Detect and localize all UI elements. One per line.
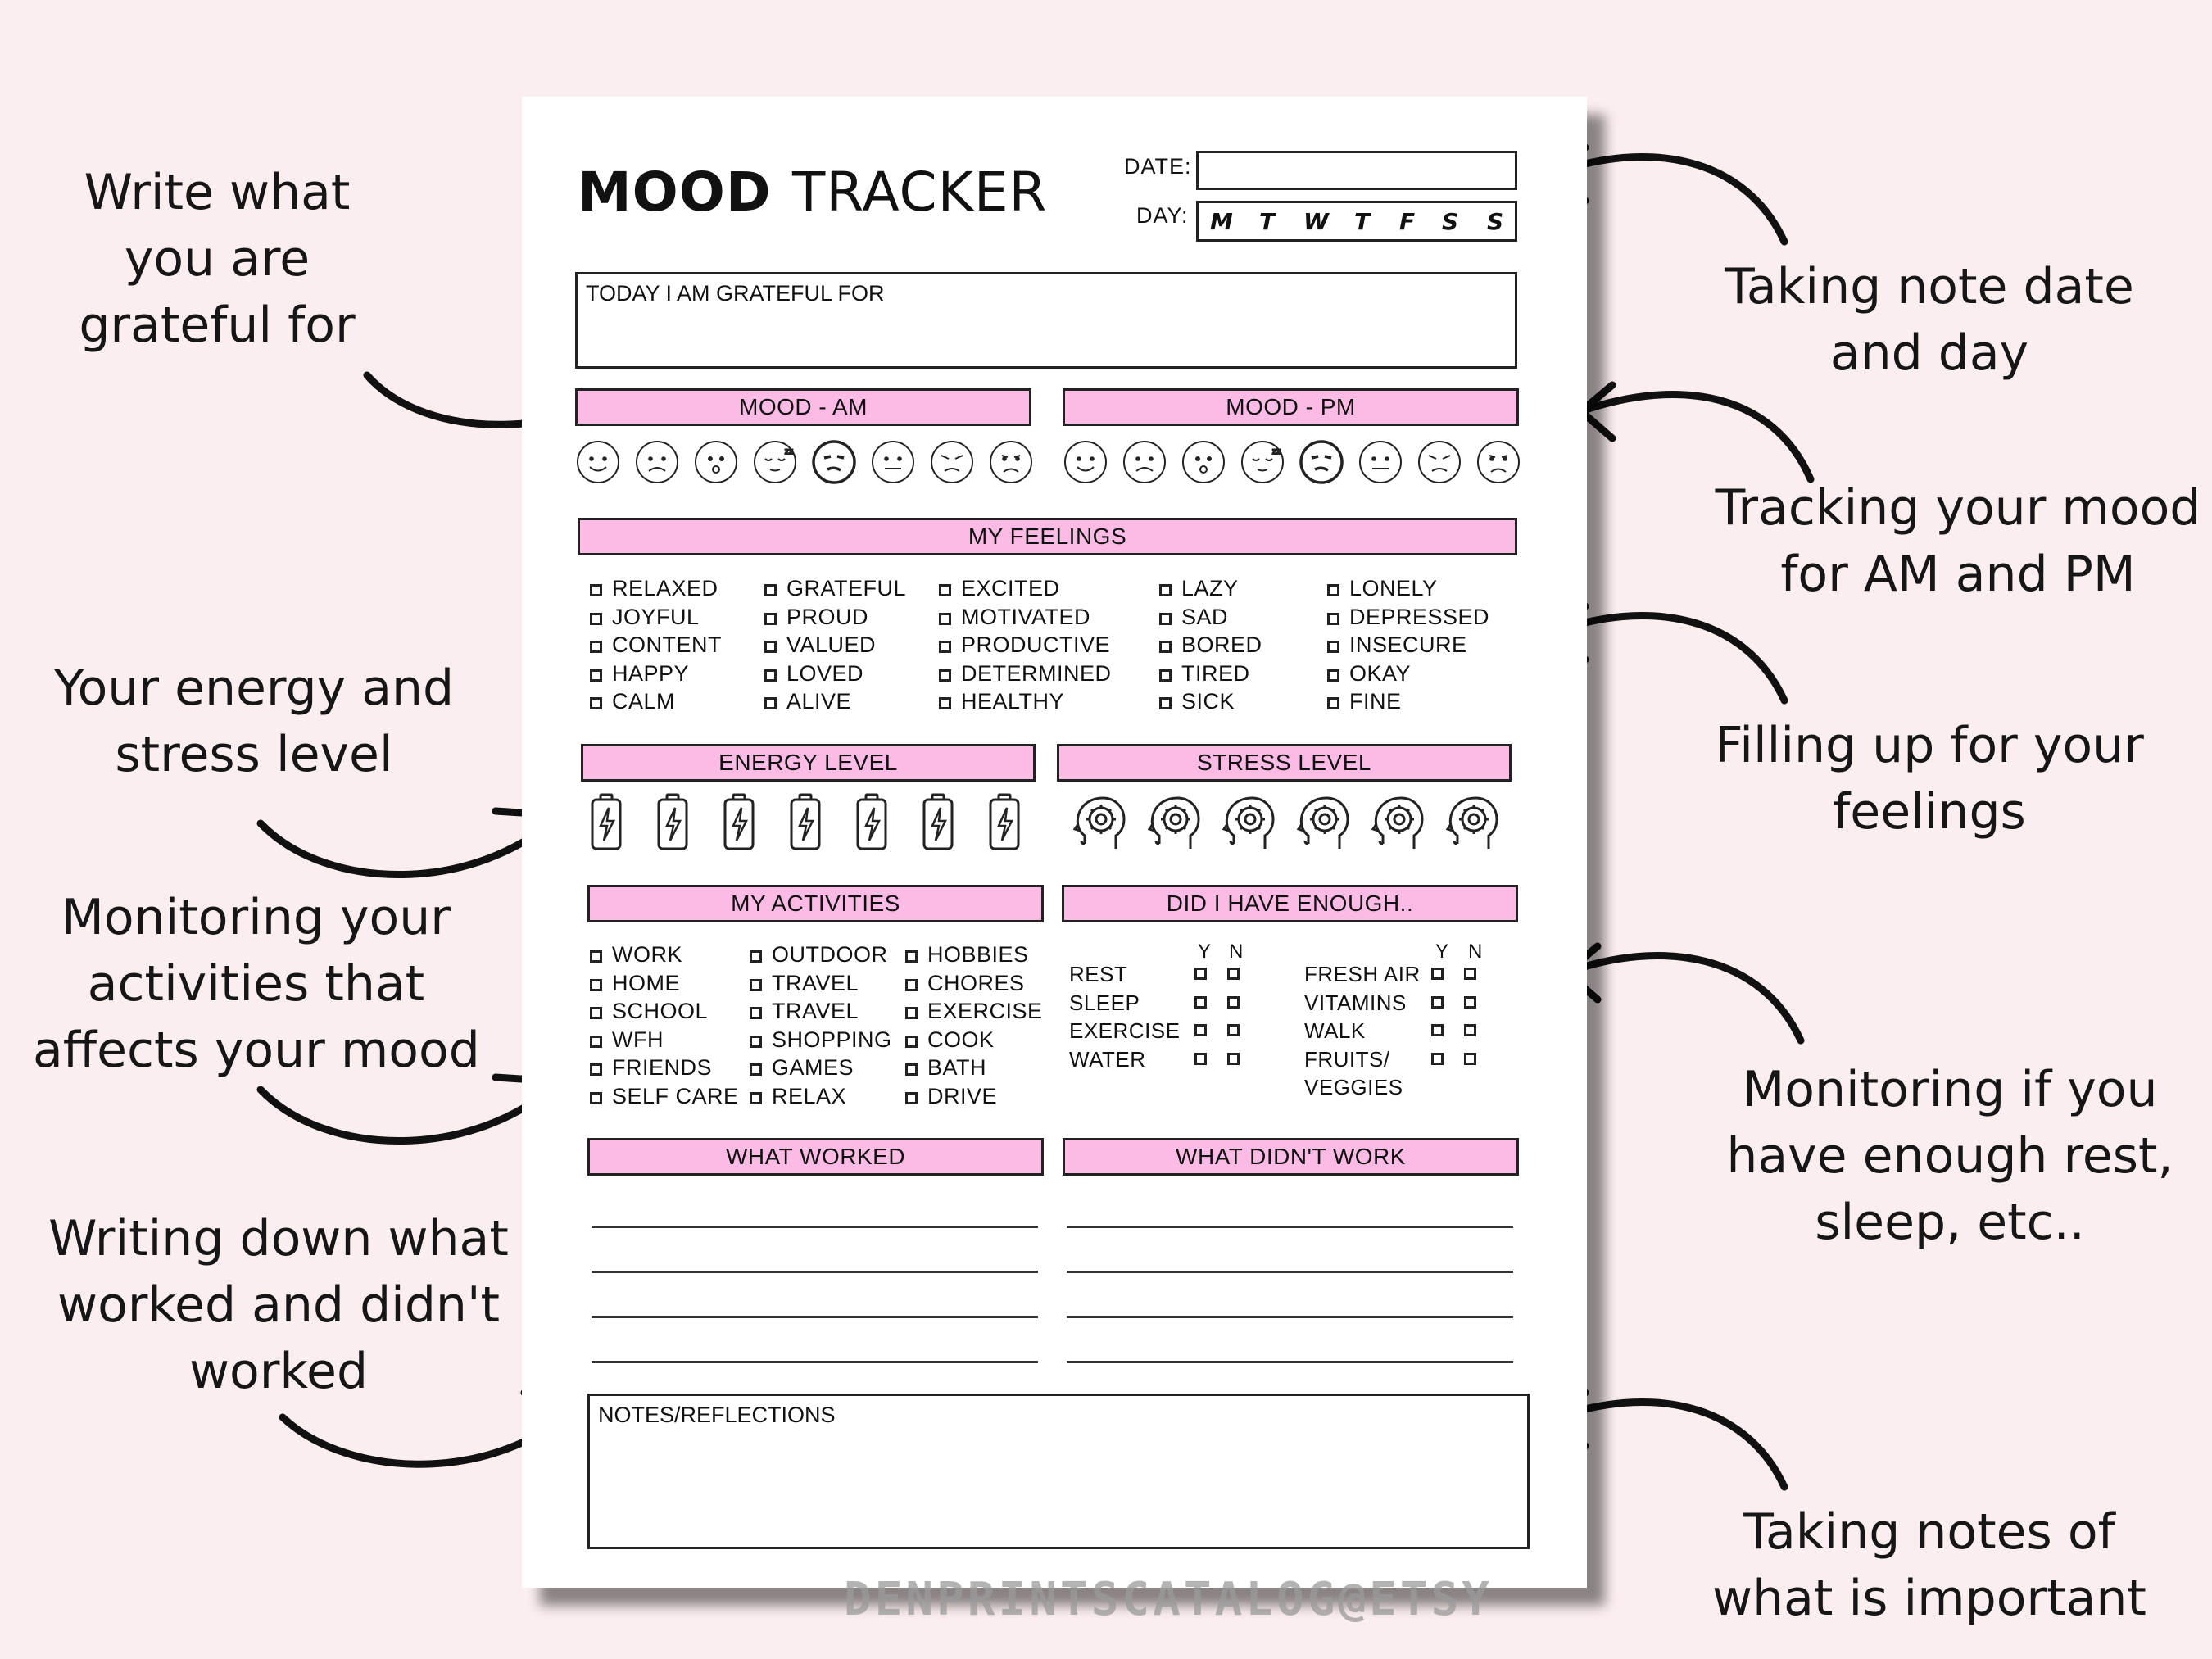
grateful-box[interactable] xyxy=(575,272,1517,369)
checkbox[interactable] xyxy=(764,613,777,625)
checkbox-item[interactable] xyxy=(939,574,1112,603)
checkbox[interactable] xyxy=(590,1036,602,1048)
mood-am-band: MOOD - AM xyxy=(575,388,1031,426)
checkbox[interactable] xyxy=(750,950,762,963)
mood-tracker-sheet xyxy=(522,97,1587,1588)
checkbox-item[interactable] xyxy=(1159,660,1262,688)
checkbox-label: TRAVEL xyxy=(772,999,859,1023)
checkbox-label: DRIVE xyxy=(927,1083,998,1108)
checkbox-label: RELAX xyxy=(772,1083,847,1108)
yes-checkbox[interactable] xyxy=(1194,968,1207,980)
angry-icon[interactable] xyxy=(929,439,975,489)
battery-bolt-icon[interactable] xyxy=(788,793,823,856)
checkbox-label: ALIVE xyxy=(786,689,852,714)
checkbox[interactable] xyxy=(750,1092,762,1104)
date-field[interactable] xyxy=(1196,151,1517,190)
battery-bolt-icon[interactable] xyxy=(655,793,690,856)
checkbox-label: MOTIVATED xyxy=(961,604,1090,629)
checkbox-label: DEPRESSED xyxy=(1349,604,1490,629)
checkbox-item[interactable] xyxy=(1159,687,1262,716)
checkbox[interactable] xyxy=(750,979,762,991)
checkbox-item[interactable] xyxy=(1327,631,1489,660)
worked-line-3[interactable] xyxy=(592,1316,1038,1318)
checkbox[interactable] xyxy=(1327,669,1339,682)
battery-bolt-icon[interactable] xyxy=(722,793,756,856)
feelings-grid xyxy=(590,574,1507,722)
checkbox-label: WORK xyxy=(612,942,682,967)
svg-text:zz: zz xyxy=(785,447,793,456)
checkbox-label: RELAXED xyxy=(612,576,718,601)
day-m[interactable]: M xyxy=(1210,208,1233,235)
feelings-band: MY FEELINGS xyxy=(578,518,1517,555)
day-label: DAY: xyxy=(1136,203,1189,228)
checkbox-item[interactable] xyxy=(905,997,1043,1026)
day-su[interactable]: S xyxy=(1487,208,1504,235)
checkbox-label: WFH xyxy=(612,1027,664,1052)
checkbox-label: TIRED xyxy=(1181,660,1250,686)
checkbox-label: GAMES xyxy=(772,1055,854,1080)
checkbox-item[interactable] xyxy=(590,997,739,1026)
checkbox-column xyxy=(1327,574,1489,716)
checkbox-item[interactable] xyxy=(939,603,1112,632)
checkbox[interactable] xyxy=(590,1063,602,1076)
checkbox-item[interactable] xyxy=(905,1054,1043,1082)
annotation-mood: Tracking your mood for AM and PM xyxy=(1715,479,2201,603)
checkbox-label: INSECURE xyxy=(1349,632,1467,657)
no-label-right: N xyxy=(1468,941,1483,963)
frown-icon[interactable] xyxy=(634,439,680,489)
mood-am-icons xyxy=(575,439,1034,488)
didnt-line-4[interactable] xyxy=(1067,1361,1513,1363)
checkbox-item[interactable] xyxy=(590,969,739,998)
checkbox-item[interactable] xyxy=(939,660,1112,688)
day-w[interactable]: W xyxy=(1303,208,1329,235)
checkbox-item[interactable] xyxy=(764,687,906,716)
enough-label: FRUITS/ xyxy=(1304,1046,1390,1072)
no-checkbox[interactable] xyxy=(1227,996,1240,1009)
checkbox[interactable] xyxy=(905,1007,918,1019)
checkbox-label: LAZY xyxy=(1181,576,1239,601)
sleepy-icon[interactable] xyxy=(752,439,798,489)
checkbox-item[interactable] xyxy=(764,574,906,603)
sad-icon[interactable] xyxy=(988,439,1034,489)
checkbox-label: SAD xyxy=(1181,604,1229,629)
checkbox-column xyxy=(750,941,892,1110)
checkbox[interactable] xyxy=(1159,613,1172,625)
checkbox[interactable] xyxy=(590,641,602,653)
worked-line-1[interactable] xyxy=(592,1226,1038,1228)
checkbox-column xyxy=(590,941,739,1110)
yes-label-left: Y xyxy=(1198,941,1212,963)
no-checkbox[interactable] xyxy=(1227,968,1240,980)
checkbox-column xyxy=(939,574,1112,716)
enough-band: DID I HAVE ENOUGH.. xyxy=(1062,885,1518,922)
checkbox-item[interactable] xyxy=(764,603,906,632)
annotation-energy-stress: Your energy and stress level xyxy=(53,660,455,783)
title-mood: MOOD xyxy=(578,161,772,224)
angry-icon[interactable] xyxy=(1416,439,1462,489)
surprised-icon[interactable] xyxy=(1181,439,1226,489)
sad-icon[interactable] xyxy=(1475,439,1521,489)
checkbox-label: BATH xyxy=(927,1055,987,1080)
checkbox-label: OUTDOOR xyxy=(772,942,888,967)
checkbox-item[interactable] xyxy=(1327,660,1489,688)
checkbox[interactable] xyxy=(590,613,602,625)
checkbox-label: VALUED xyxy=(786,632,877,657)
head-gear-icon[interactable] xyxy=(1297,795,1351,858)
checkbox-label: SICK xyxy=(1181,689,1235,714)
didnt-line-2[interactable] xyxy=(1067,1271,1513,1273)
battery-bolt-icon[interactable] xyxy=(987,793,1022,856)
enough-item xyxy=(1304,989,1517,1017)
enough-label: SLEEP xyxy=(1069,990,1140,1015)
head-gear-icon[interactable] xyxy=(1222,795,1276,858)
checkbox[interactable] xyxy=(1159,697,1172,709)
checkbox-item[interactable] xyxy=(590,574,722,603)
battery-bolt-icon[interactable] xyxy=(589,793,623,856)
checkbox-column xyxy=(905,941,1043,1110)
checkbox[interactable] xyxy=(939,641,951,653)
day-th[interactable]: T xyxy=(1354,208,1371,235)
checkbox-label: PRODUCTIVE xyxy=(961,632,1111,657)
no-checkbox[interactable] xyxy=(1464,1053,1476,1065)
enough-label: VEGGIES xyxy=(1304,1075,1403,1099)
checkbox[interactable] xyxy=(764,641,777,653)
checkbox-label: HOME xyxy=(612,970,680,995)
checkbox-item[interactable] xyxy=(764,660,906,688)
checkbox-label: DETERMINED xyxy=(961,660,1112,686)
checkbox-item[interactable] xyxy=(1327,603,1489,632)
checkbox-item[interactable] xyxy=(1159,603,1262,632)
checkbox[interactable] xyxy=(905,1036,918,1048)
checkbox[interactable] xyxy=(1327,613,1339,625)
checkbox-label: GRATEFUL xyxy=(786,576,907,601)
title-tracker: TRACKER xyxy=(792,161,1048,224)
stress-band: STRESS LEVEL xyxy=(1057,744,1512,782)
checkbox[interactable] xyxy=(1327,697,1339,709)
checkbox-item[interactable] xyxy=(750,1026,892,1054)
enough-item xyxy=(1069,1017,1282,1045)
checkbox-label: HOBBIES xyxy=(927,942,1029,967)
no-checkbox[interactable] xyxy=(1227,1053,1240,1065)
annotation-enough: Monitoring if you have enough rest, sleep, etc.. xyxy=(1726,1061,2173,1251)
checkbox-item[interactable] xyxy=(905,941,1043,969)
no-checkbox[interactable] xyxy=(1464,996,1476,1009)
checkbox-label: CALM xyxy=(612,689,676,714)
battery-bolt-icon[interactable] xyxy=(854,793,889,856)
checkbox-item[interactable] xyxy=(590,687,722,716)
yes-label-right: Y xyxy=(1435,941,1449,963)
date-label: DATE: xyxy=(1124,154,1192,179)
checkbox-item[interactable] xyxy=(750,1054,892,1082)
head-gear-icon[interactable] xyxy=(1148,795,1202,858)
head-gear-icon[interactable] xyxy=(1073,795,1127,858)
checkbox-label: BORED xyxy=(1181,632,1262,657)
watermark: DENPRINTSCATALOG@ETSY xyxy=(844,1573,1494,1626)
enough-item xyxy=(1304,1045,1517,1073)
mood-pm-band: MOOD - PM xyxy=(1063,388,1519,426)
day-t[interactable]: T xyxy=(1259,208,1276,235)
no-checkbox[interactable] xyxy=(1464,968,1476,980)
notes-box[interactable] xyxy=(587,1394,1530,1549)
checkbox[interactable] xyxy=(590,1007,602,1019)
activities-band: MY ACTIVITIES xyxy=(587,885,1044,922)
checkbox-label: SELF CARE xyxy=(612,1083,739,1108)
day-s[interactable]: S xyxy=(1442,208,1459,235)
checkbox-column xyxy=(1159,574,1262,716)
didnt-line-1[interactable] xyxy=(1067,1226,1513,1228)
head-gear-icon[interactable] xyxy=(1446,795,1500,858)
smile-icon[interactable] xyxy=(1063,439,1108,489)
checkbox[interactable] xyxy=(939,669,951,682)
checkbox-item[interactable] xyxy=(905,1082,1043,1111)
enough-label: WALK xyxy=(1304,1018,1366,1043)
checkbox-label: SCHOOL xyxy=(612,999,709,1023)
worked-line-2[interactable] xyxy=(592,1271,1038,1273)
enough-item xyxy=(1304,1073,1517,1101)
yes-checkbox[interactable] xyxy=(1431,1053,1444,1065)
checkbox-label: PROUD xyxy=(786,604,869,629)
checkbox[interactable] xyxy=(590,1092,602,1104)
checkbox-label: CHORES xyxy=(927,970,1025,995)
checkbox-label: LOVED xyxy=(786,660,864,686)
checkbox-item[interactable] xyxy=(905,969,1043,998)
checkbox[interactable] xyxy=(905,1092,918,1104)
day-field[interactable] xyxy=(1196,201,1517,242)
checkbox[interactable] xyxy=(939,697,951,709)
annotation-feelings: Filling up for your feelings xyxy=(1715,717,2144,841)
checkbox-item[interactable] xyxy=(590,1082,739,1111)
no-checkbox[interactable] xyxy=(1464,1024,1476,1036)
notes-label: NOTES/REFLECTIONS xyxy=(598,1403,836,1427)
surprised-icon[interactable] xyxy=(693,439,739,489)
battery-bolt-icon[interactable] xyxy=(921,793,955,856)
checkbox-item[interactable] xyxy=(750,997,892,1026)
checkbox[interactable] xyxy=(590,979,602,991)
yes-checkbox[interactable] xyxy=(1431,1024,1444,1036)
checkbox-label: FRIENDS xyxy=(612,1055,713,1080)
checkbox-item[interactable] xyxy=(590,603,722,632)
no-checkbox[interactable] xyxy=(1227,1024,1240,1036)
no-label-left: N xyxy=(1229,941,1244,963)
neutral-icon[interactable] xyxy=(1358,439,1403,489)
checkbox-item[interactable] xyxy=(590,1054,739,1082)
checkbox[interactable] xyxy=(1159,669,1172,682)
mood-pm-icons xyxy=(1063,439,1521,488)
checkbox-item[interactable] xyxy=(750,941,892,969)
checkbox-label: CONTENT xyxy=(612,632,722,657)
checkbox-item[interactable] xyxy=(905,1026,1043,1054)
checkbox-item[interactable] xyxy=(764,631,906,660)
enough-label: EXERCISE xyxy=(1069,1018,1181,1043)
activities-grid xyxy=(590,941,1049,1117)
annotation-worked: Writing down what worked and didn't worked xyxy=(48,1210,509,1400)
checkbox[interactable] xyxy=(750,1036,762,1048)
annoyed-icon[interactable] xyxy=(1299,439,1344,489)
sleepy-icon[interactable] xyxy=(1240,439,1285,489)
checkbox-item[interactable] xyxy=(750,1082,892,1111)
what-worked-band: WHAT WORKED xyxy=(587,1138,1044,1176)
checkbox[interactable] xyxy=(590,584,602,596)
yes-checkbox[interactable] xyxy=(1431,996,1444,1009)
checkbox[interactable] xyxy=(905,979,918,991)
checkbox-item[interactable] xyxy=(1327,574,1489,603)
stress-icons xyxy=(1073,793,1516,859)
enough-label: REST xyxy=(1069,962,1128,986)
checkbox[interactable] xyxy=(590,950,602,963)
checkbox[interactable] xyxy=(939,584,951,596)
checkbox-label: HAPPY xyxy=(612,660,690,686)
annotation-grateful: Write what you are grateful for xyxy=(79,164,356,354)
checkbox[interactable] xyxy=(905,1063,918,1076)
checkbox-item[interactable] xyxy=(1159,631,1262,660)
checkbox-item[interactable] xyxy=(1159,574,1262,603)
checkbox-label: OKAY xyxy=(1349,660,1412,686)
checkbox-item[interactable] xyxy=(939,687,1112,716)
checkbox-label: HEALTHY xyxy=(961,689,1065,714)
enough-item xyxy=(1304,1017,1517,1045)
checkbox-item[interactable] xyxy=(590,941,739,969)
checkbox[interactable] xyxy=(905,950,918,963)
yes-checkbox[interactable] xyxy=(1194,996,1207,1009)
neutral-icon[interactable] xyxy=(870,439,916,489)
svg-text:zz: zz xyxy=(1272,447,1281,456)
yes-checkbox[interactable] xyxy=(1194,1053,1207,1065)
enough-label: FRESH AIR xyxy=(1304,962,1421,986)
checkbox-label: TRAVEL xyxy=(772,970,859,995)
checkbox[interactable] xyxy=(939,613,951,625)
energy-band: ENERGY LEVEL xyxy=(581,744,1036,782)
checkbox-item[interactable] xyxy=(590,631,722,660)
checkbox[interactable] xyxy=(590,669,602,682)
enough-item xyxy=(1069,960,1282,988)
didnt-line-3[interactable] xyxy=(1067,1316,1513,1318)
checkbox[interactable] xyxy=(1327,584,1339,596)
annotation-notes: Taking notes of what is important xyxy=(1712,1503,2146,1627)
yes-checkbox[interactable] xyxy=(1431,968,1444,980)
checkbox[interactable] xyxy=(1327,641,1339,653)
day-f[interactable]: F xyxy=(1399,208,1416,235)
checkbox-label: SHOPPING xyxy=(772,1027,892,1052)
checkbox[interactable] xyxy=(750,1063,762,1076)
checkbox-label: LONELY xyxy=(1349,576,1438,601)
checkbox[interactable] xyxy=(1159,641,1172,653)
head-gear-icon[interactable] xyxy=(1371,795,1426,858)
annotation-date-day: Taking note date and day xyxy=(1725,258,2134,382)
checkbox[interactable] xyxy=(764,697,777,709)
yes-checkbox[interactable] xyxy=(1194,1024,1207,1036)
checkbox[interactable] xyxy=(590,697,602,709)
checkbox-label: EXCITED xyxy=(961,576,1060,601)
enough-item xyxy=(1304,960,1517,988)
worked-line-4[interactable] xyxy=(592,1361,1038,1363)
checkbox[interactable] xyxy=(1159,584,1172,596)
checkbox-item[interactable] xyxy=(1327,687,1489,716)
checkbox-label: JOYFUL xyxy=(612,604,700,629)
checkbox-label: COOK xyxy=(927,1027,995,1052)
checkbox-item[interactable] xyxy=(939,631,1112,660)
checkbox-column xyxy=(764,574,906,716)
checkbox-item[interactable] xyxy=(590,660,722,688)
grateful-label: TODAY I AM GRATEFUL FOR xyxy=(586,281,885,306)
checkbox-label: EXERCISE xyxy=(927,999,1043,1023)
enough-label: VITAMINS xyxy=(1304,990,1407,1015)
enough-item xyxy=(1069,1045,1282,1073)
annotation-activities: Monitoring your activities that affects your mood xyxy=(33,889,480,1079)
annoyed-icon[interactable] xyxy=(811,439,857,489)
checkbox[interactable] xyxy=(750,1007,762,1019)
frown-icon[interactable] xyxy=(1122,439,1167,489)
smile-icon[interactable] xyxy=(575,439,621,489)
checkbox-item[interactable] xyxy=(750,969,892,998)
what-didnt-band: WHAT DIDN'T WORK xyxy=(1063,1138,1519,1176)
checkbox-label: FINE xyxy=(1349,689,1402,714)
checkbox[interactable] xyxy=(764,669,777,682)
energy-icons xyxy=(581,793,1040,859)
enough-item xyxy=(1069,989,1282,1017)
checkbox[interactable] xyxy=(764,584,777,596)
checkbox-column xyxy=(590,574,722,716)
enough-label: WATER xyxy=(1069,1046,1146,1072)
checkbox-item[interactable] xyxy=(590,1026,739,1054)
